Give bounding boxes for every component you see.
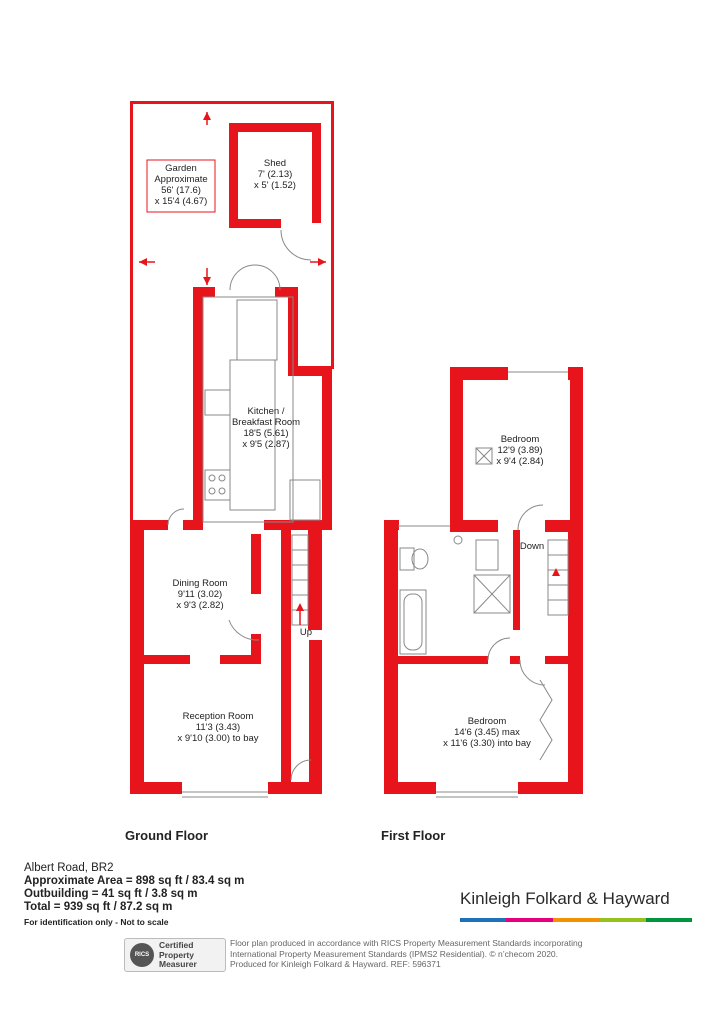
brand-bar-segment <box>646 918 692 922</box>
brand-bar-segment <box>460 918 506 922</box>
first-floor-title: First Floor <box>381 828 446 843</box>
dining-room-label: Dining Room 9'11 (3.02) x 9'3 (2.82) <box>172 578 228 611</box>
shed-label: Shed 7' (2.13) x 5' (1.52) <box>254 158 296 191</box>
reception-room-label: Reception Room 11'3 (3.43) x 9'10 (3.00) to bay <box>177 711 259 744</box>
brand-bar-segment <box>506 918 552 922</box>
bedroom-rear-label: Bedroom 12'9 (3.89) x 9'4 (2.84) <box>496 434 544 467</box>
brand-color-bar <box>460 918 692 922</box>
approximate-area: Approximate Area = 898 sq ft / 83.4 sq m <box>24 875 245 887</box>
outbuilding-area: Outbuilding = 41 sq ft / 3.8 sq m <box>24 888 198 900</box>
property-info <box>24 862 244 929</box>
rics-badge <box>124 938 226 972</box>
kitchen-label: Kitchen / Breakfast Room 18'5 (5.61) x 9'5 (2.87) <box>231 406 301 450</box>
disclaimer: Floor plan produced in accordance with RICS Property Measurement Standards incorporating International Property Measurement Standards (IPMS2 Residential). © n’checom 2020. Produced for Kinleigh Folkard & Hayward. REF: 596371 <box>230 938 583 969</box>
scale-note: For identification only - Not to scale <box>24 917 169 927</box>
garden-label: Garden Approximate 56' (17.6) x 15'4 (4.67) <box>154 163 208 207</box>
stairs-down-label: Down <box>519 541 545 552</box>
rics-badge-text: Certified Property Measurer <box>159 940 197 969</box>
address: Albert Road, BR2 <box>24 862 114 874</box>
stairs-up-label: Up <box>299 627 313 638</box>
rics-logo-icon: RICS <box>130 943 154 967</box>
total-area: Total = 939 sq ft / 87.2 sq m <box>24 901 173 913</box>
brand-bar-segment <box>599 918 645 922</box>
brand-bar-segment <box>553 918 599 922</box>
first-floor-stair-arrow <box>552 568 560 576</box>
ground-floor-title: Ground Floor <box>125 828 209 843</box>
brand-name: Kinleigh Folkard & Hayward <box>460 889 670 908</box>
bedroom-front-label: Bedroom 14'6 (3.45) max x 11'6 (3.30) into bay <box>443 716 531 749</box>
